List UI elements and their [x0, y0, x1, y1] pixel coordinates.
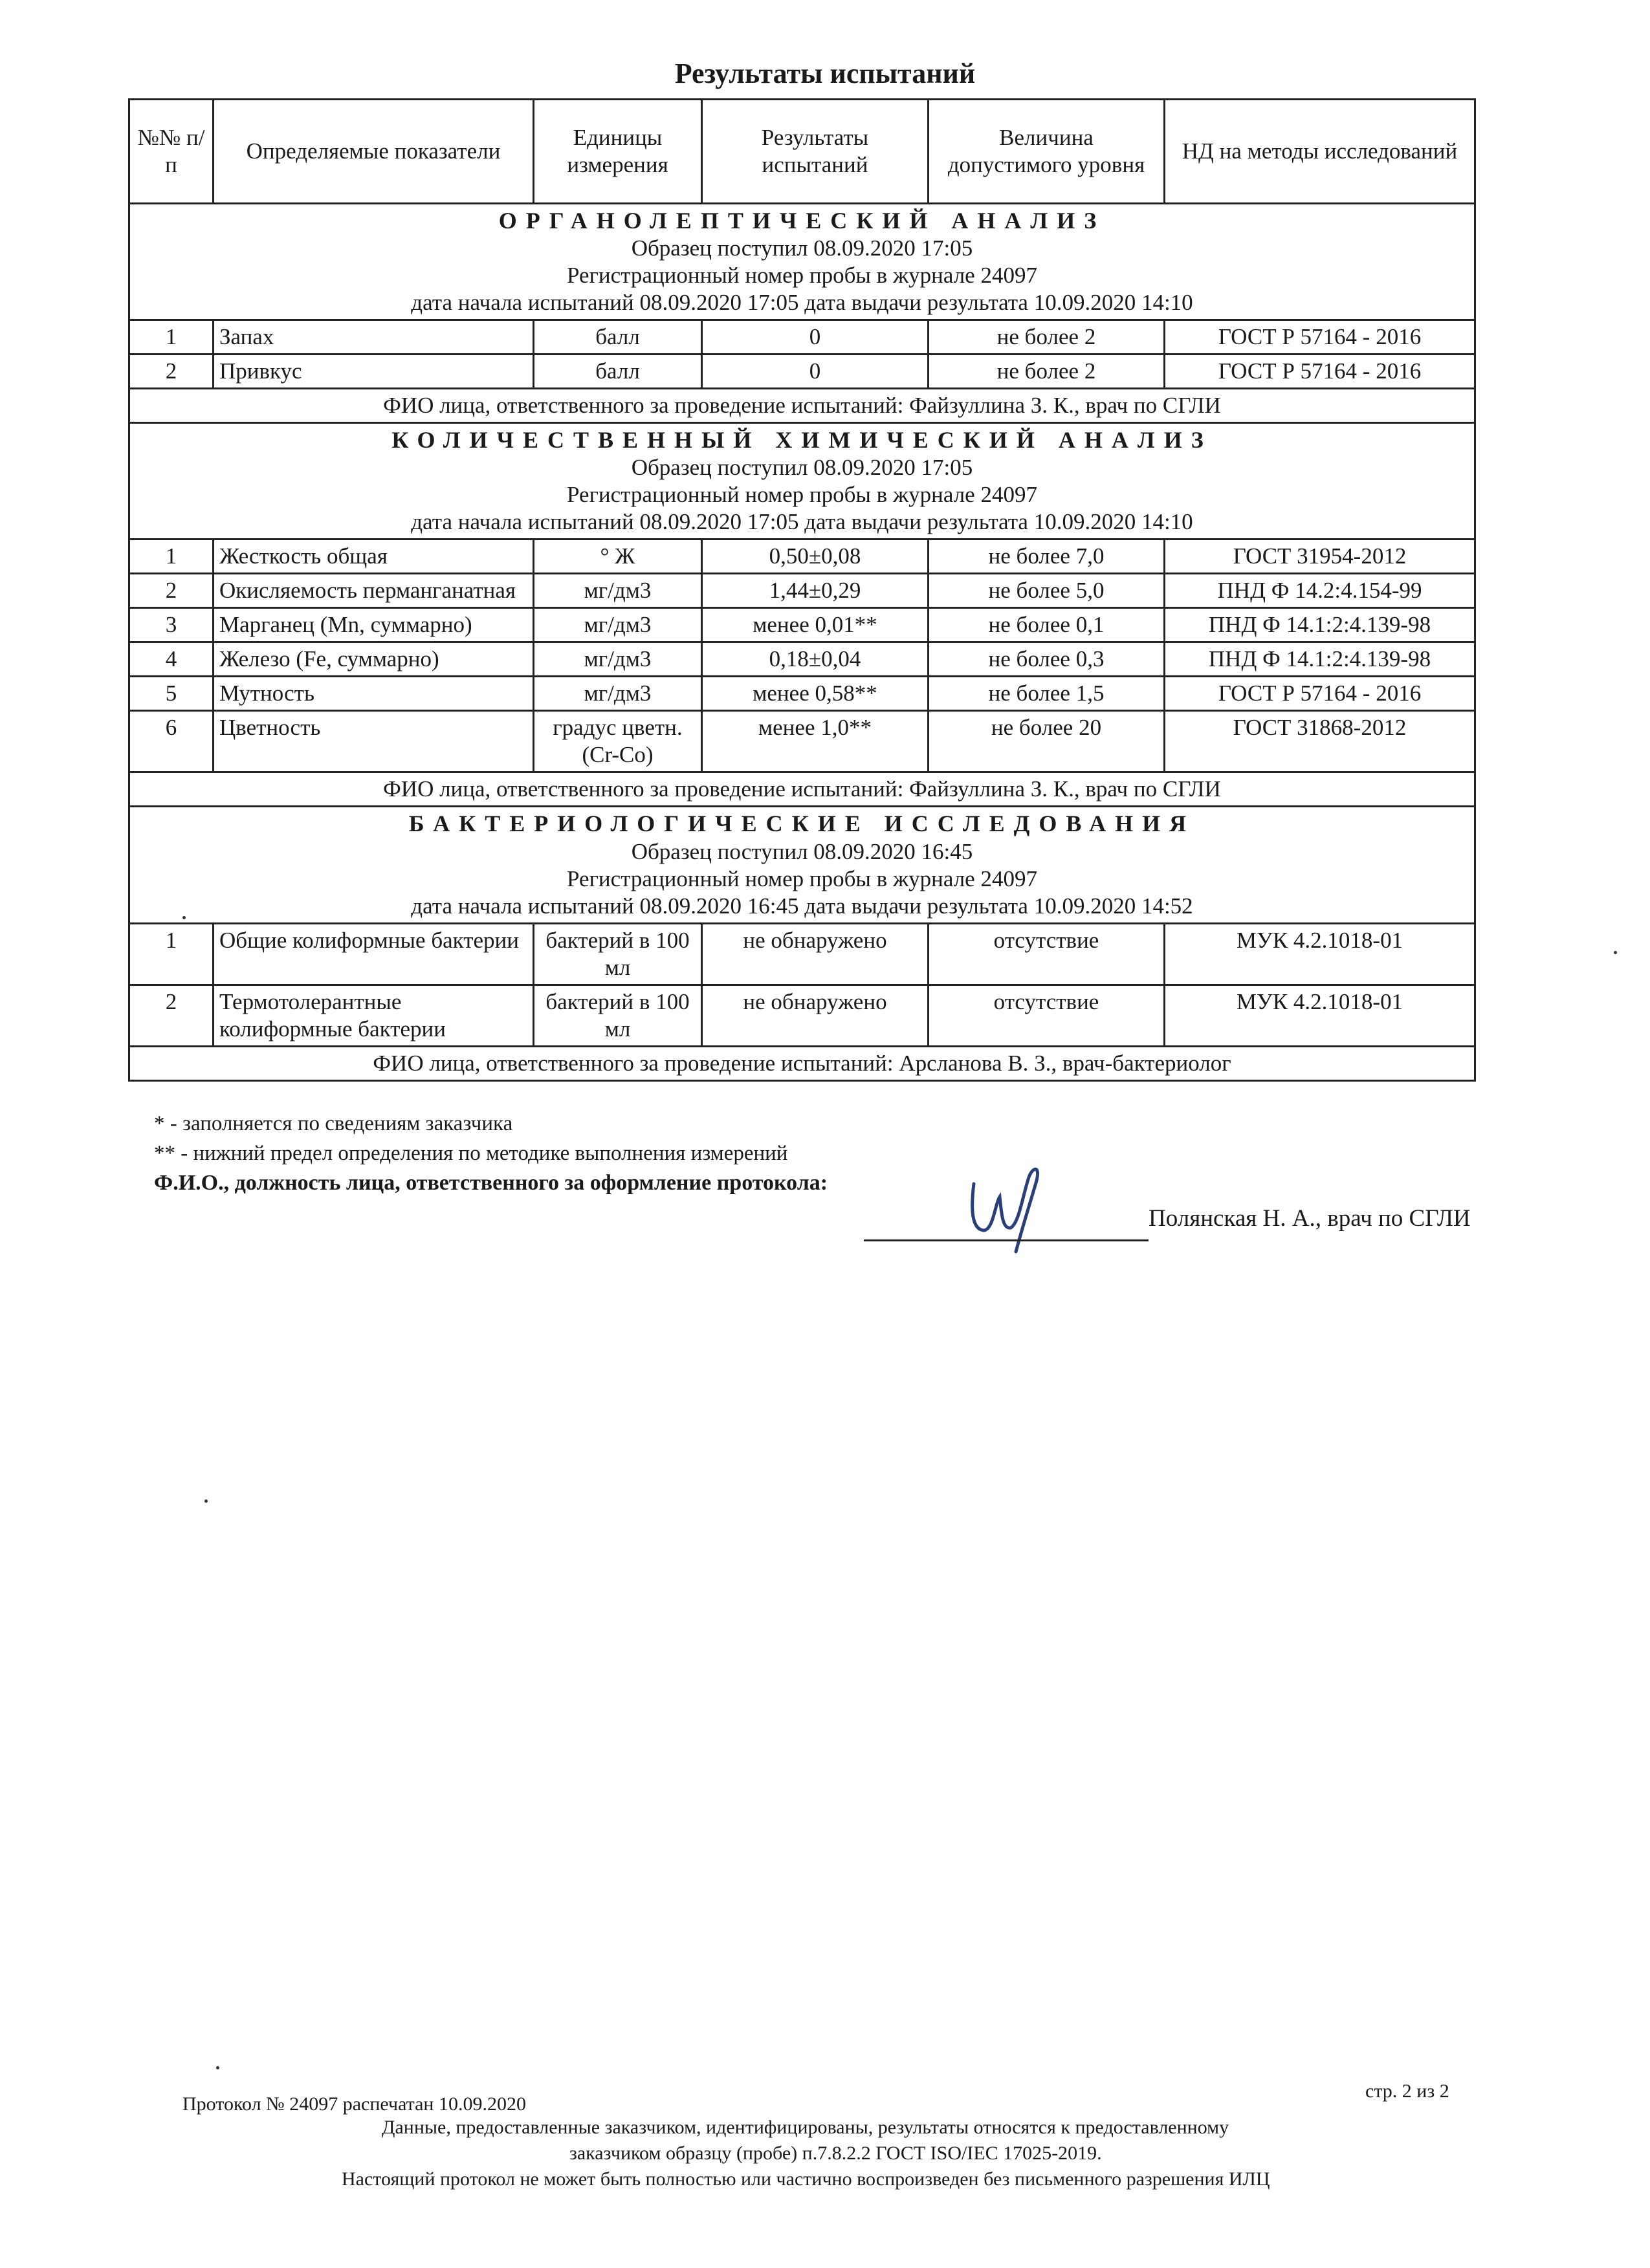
row-unit: мг/дм3	[534, 574, 702, 608]
disclaimer-line: Данные, предоставленные заказчиком, идентифицированы, результаты относятся к предоставленному	[382, 2117, 1229, 2138]
row-limit: не более 1,5	[929, 677, 1165, 711]
responsible-person: ФИО лица, ответственного за проведение испытаний: Арсланова В. З., врач-бактериолог	[129, 1046, 1475, 1080]
row-num: 4	[129, 642, 214, 677]
responsible-person: ФИО лица, ответственного за проведение испытаний: Файзуллина З. К., врач по СГЛИ	[129, 389, 1475, 423]
row-indicator: Привкус	[214, 354, 534, 389]
section-info	[129, 423, 1475, 540]
row-num: 2	[129, 985, 214, 1046]
row-num: 2	[129, 574, 214, 608]
footnotes	[154, 1109, 787, 1168]
protocol-info: Протокол № 24097 распечатан 10.09.2020	[182, 2093, 526, 2115]
section-title: БАКТЕРИОЛОГИЧЕСКИЕ ИССЛЕДОВАНИЯ	[408, 811, 1196, 837]
footnote: * - заполняется по сведениям заказчика	[154, 1112, 513, 1135]
table-row	[129, 354, 1475, 389]
table-row	[129, 677, 1475, 711]
row-indicator: Мутность	[214, 677, 534, 711]
sample-received: Образец поступил 08.09.2020 16:45	[631, 838, 973, 864]
row-limit: не более 5,0	[929, 574, 1165, 608]
row-num: 1	[129, 320, 214, 354]
page-number: стр. 2 из 2	[1365, 2080, 1449, 2102]
table-row	[129, 642, 1475, 677]
table-row	[129, 608, 1475, 642]
row-method: ГОСТ Р 57164 - 2016	[1165, 320, 1475, 354]
row-result: менее 0,58**	[702, 677, 929, 711]
row-limit: отсутствие	[929, 985, 1165, 1046]
row-method: ГОСТ Р 57164 - 2016	[1165, 354, 1475, 389]
section-title: КОЛИЧЕСТВЕННЫЙ ХИМИЧЕСКИЙ АНАЛИЗ	[391, 427, 1213, 453]
disclaimer-line: Настоящий протокол не может быть полностью или частично воспроизведен без письменного разрешения ИЛЦ	[342, 2168, 1270, 2190]
row-method: ГОСТ 31868-2012	[1165, 711, 1475, 772]
row-unit: ° Ж	[534, 540, 702, 574]
row-result: не обнаружено	[702, 923, 929, 985]
test-dates: дата начала испытаний 08.09.2020 17:05 дата выдачи результата 10.09.2020 14:10	[411, 509, 1193, 535]
row-indicator: Термотолерантные колиформные бактерии	[214, 985, 534, 1046]
table-row	[129, 985, 1475, 1046]
row-limit: отсутствие	[929, 923, 1165, 985]
row-method: ПНД Ф 14.1:2:4.139-98	[1165, 608, 1475, 642]
row-num: 5	[129, 677, 214, 711]
sample-received: Образец поступил 08.09.2020 17:05	[631, 235, 973, 261]
section-organoleptic	[129, 204, 1475, 423]
row-unit: мг/дм3	[534, 677, 702, 711]
test-dates: дата начала испытаний 08.09.2020 17:05 дата выдачи результата 10.09.2020 14:10	[411, 290, 1193, 316]
header-method: НД на методы исследований	[1165, 100, 1475, 204]
section-title: ОРГАНОЛЕПТИЧЕСКИЙ АНАЛИЗ	[498, 208, 1106, 234]
table-header-row	[129, 100, 1475, 204]
table-row	[129, 320, 1475, 354]
header-result: Результаты испытаний	[702, 100, 929, 204]
results-table	[128, 98, 1476, 1082]
row-method: ГОСТ 31954-2012	[1165, 540, 1475, 574]
signature-line	[864, 1239, 1149, 1241]
sample-received: Образец поступил 08.09.2020 17:05	[631, 455, 973, 481]
signature-label: Ф.И.О., должность лица, ответственного за оформление протокола:	[154, 1171, 828, 1195]
table-row	[129, 711, 1475, 772]
row-result: 1,44±0,29	[702, 574, 929, 608]
disclaimer-line: заказчиком образцу (пробе) п.7.8.2.2 ГОСТ ISO/IEC 17025-2019.	[569, 2143, 1102, 2164]
row-method: МУК 4.2.1018-01	[1165, 985, 1475, 1046]
row-limit: не более 2	[929, 320, 1165, 354]
section-bacteriological	[129, 807, 1475, 1080]
test-dates: дата начала испытаний 08.09.2020 16:45 дата выдачи результата 10.09.2020 14:52	[411, 893, 1193, 919]
header-indicator: Определяемые показатели	[214, 100, 534, 204]
row-indicator: Запах	[214, 320, 534, 354]
scan-speck	[182, 916, 186, 919]
row-unit: мг/дм3	[534, 608, 702, 642]
section-chemical	[129, 423, 1475, 807]
row-limit: не более 7,0	[929, 540, 1165, 574]
row-limit: не более 0,3	[929, 642, 1165, 677]
row-unit: градус цветн.(Cr-Co)	[534, 711, 702, 772]
row-num: 1	[129, 540, 214, 574]
row-result: 0,50±0,08	[702, 540, 929, 574]
row-unit: балл	[534, 320, 702, 354]
responsible-person: ФИО лица, ответственного за проведение испытаний: Файзуллина З. К., врач по СГЛИ	[129, 772, 1475, 807]
registration-number: Регистрационный номер пробы в журнале 24097	[567, 866, 1037, 891]
row-indicator: Железо (Fe, суммарно)	[214, 642, 534, 677]
header-limit: Величина допустимого уровня	[929, 100, 1165, 204]
row-method: МУК 4.2.1018-01	[1165, 923, 1475, 985]
section-info	[129, 204, 1475, 320]
registration-number: Регистрационный номер пробы в журнале 24097	[567, 482, 1037, 508]
scan-speck	[1614, 951, 1617, 954]
row-limit: не более 0,1	[929, 608, 1165, 642]
row-indicator: Марганец (Mn, суммарно)	[214, 608, 534, 642]
section-info	[129, 807, 1475, 923]
row-result: 0	[702, 354, 929, 389]
row-indicator: Жесткость общая	[214, 540, 534, 574]
row-result: менее 1,0**	[702, 711, 929, 772]
row-limit: не более 20	[929, 711, 1165, 772]
header-num: №№ п/п	[129, 100, 214, 204]
row-method: ПНД Ф 14.2:4.154-99	[1165, 574, 1475, 608]
row-method: ГОСТ Р 57164 - 2016	[1165, 677, 1475, 711]
row-limit: не более 2	[929, 354, 1165, 389]
row-indicator: Цветность	[214, 711, 534, 772]
scan-speck	[216, 2066, 219, 2069]
row-unit: мг/дм3	[534, 642, 702, 677]
scan-speck	[204, 1499, 208, 1503]
table-row	[129, 574, 1475, 608]
row-result: менее 0,01**	[702, 608, 929, 642]
row-indicator: Общие колиформные бактерии	[214, 923, 534, 985]
row-method: ПНД Ф 14.1:2:4.139-98	[1165, 642, 1475, 677]
row-num: 3	[129, 608, 214, 642]
row-indicator: Окисляемость перманганатная	[214, 574, 534, 608]
row-unit: бактерий в 100 мл	[534, 923, 702, 985]
row-num: 6	[129, 711, 214, 772]
header-units: Единицы измерения	[534, 100, 702, 204]
row-result: не обнаружено	[702, 985, 929, 1046]
table-row	[129, 540, 1475, 574]
row-result: 0	[702, 320, 929, 354]
row-unit: балл	[534, 354, 702, 389]
registration-number: Регистрационный номер пробы в журнале 24097	[567, 263, 1037, 289]
signatory-name: Полянская Н. А., врач по СГЛИ	[1149, 1205, 1471, 1232]
row-num: 2	[129, 354, 214, 389]
table-row	[129, 923, 1475, 985]
footnote: ** - нижний предел определения по методике выполнения измерений	[154, 1142, 788, 1165]
row-unit: бактерий в 100 мл	[534, 985, 702, 1046]
page-title: Результаты испытаний	[674, 58, 976, 89]
row-result: 0,18±0,04	[702, 642, 929, 677]
row-num: 1	[129, 923, 214, 985]
